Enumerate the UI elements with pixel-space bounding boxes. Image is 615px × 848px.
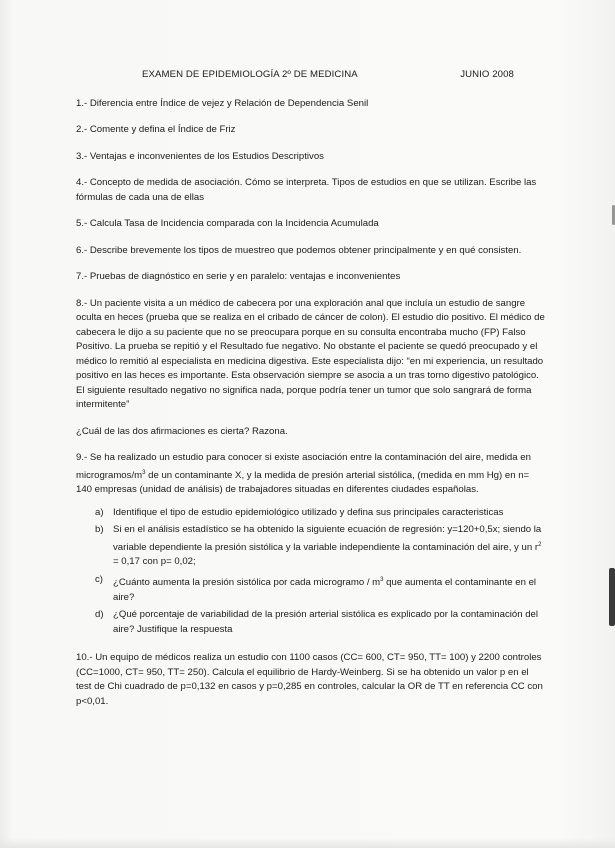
question-text: 3.- Ventajas e inconvenientes de los Estudios Descriptivos xyxy=(76,150,324,162)
question-1 xyxy=(76,97,546,112)
question-text: 7.- Pruebas de diagnóstico en serie y en paralelo: ventajas e inconvenientes xyxy=(76,271,401,282)
question-8-prompt xyxy=(76,425,546,440)
question-text: 8.- Un paciente visita a un médico de cabecera por una exploración anal que incluía un estudio de sangre oculta en heces (prueba que se realiza en el cribado de cáncer de colon). El estudio dio positivo. El médico de cabecera le dijo a su paciente que no se preocupara porque en su consulta encontraba mucho (FP) Falso Positivo. La prueba se repitió y el Resultado fue negativo. No obstante el paciente se quedó preocupado y el médico lo remitió al especialista en medicina digestiva. Este especialista dijo: “en mi experiencia, un resultado positivo en las heces es importante. Esta observación siempre se asocia a un tras torno digestivo patológico. El siguiente resultado negativo no significa nada, porque podría tener un tumor que solo sangrará de forma intermitente” xyxy=(76,297,545,410)
question-2 xyxy=(76,123,546,138)
subitem-d: d) ¿Qué porcentaje de variabilidad de la presión arterial sistólica es explicado por la contaminación del aire? Justifique la respuesta xyxy=(95,609,539,635)
question-text: 5.- Calcula Tasa de Incidencia comparada con la Incidencia Acumulada xyxy=(76,218,379,229)
scan-edge-mark xyxy=(609,568,615,626)
question-3 xyxy=(76,150,546,165)
exam-content xyxy=(76,68,546,721)
exam-date: JUNIO 2008 xyxy=(460,69,514,80)
question-5 xyxy=(76,217,546,232)
question-text: 6.- Describe brevemente los tipos de muestreo que podemos obtener principalmente y en qué consisten. xyxy=(76,244,522,256)
subitem-a: a) Identifique el tipo de estudio epidemiológico utilizado y defina sus principales caracteristicas xyxy=(95,506,504,518)
question-text: 4.- Concepto de medida de asociación. Cómo se interpreta. Tipos de estudios en que se utilizan. Escribe las fórmulas de cada una de ellas xyxy=(76,177,537,203)
question-9-subitems xyxy=(76,506,546,637)
scan-bottom-shadow xyxy=(0,838,615,848)
question-9 xyxy=(76,451,546,498)
subitem-c: c) ¿Cuánto aumenta la presión sistólica por cada microgramo / $m^3$ que aumenta el contaminante en el aire? xyxy=(95,573,537,603)
question-text: 10.- Un equipo de médicos realiza un estudio con 1100 casos (CC= 600, CT= 950, TT= 100) y 2200 controles (CC=1000, CT= 950, TT= 250). Calcula el equilibrio de Hardy-Weinberg. Si se ha obtenido un valor p en el test de Chi cuadrado de p=0,132 en casos y p=0,285 en controles, calcular la OR de TT en referencia CC con p<0,01. xyxy=(76,652,543,707)
question-4 xyxy=(76,176,546,205)
question-10 xyxy=(76,651,546,709)
question-text: 9.- Se ha realizado un estudio para conocer si existe asociación entre la contaminación del aire, medida en microgramos/$m^3$ de un contaminante X, y la medida de presión arterial sistólica, (medida en mm Hg) en n= 140 empresas (unidad de análisis) de trabajadores situadas en diferentes ciudades españolas. xyxy=(76,452,531,496)
subitem-b: b) Si en el análisis estadístico se ha obtenido la siguiente ecuación de regresión: y=120+0,5x; siendo la variable dependiente la presión sistólica y la variable independiente la contaminación del aire, y un $r^2 = 0,17$ con p= 0,02; xyxy=(95,524,542,568)
question-text: ¿Cuál de las dos afirmaciones es cierta? Razona. xyxy=(76,425,288,437)
question-7 xyxy=(76,270,546,285)
question-text: 1.- Diferencia entre Índice de vejez y Relación de Dependencia Senil xyxy=(76,97,369,109)
question-text: 2.- Comente y defina el Índice de Friz xyxy=(76,124,236,135)
exam-header xyxy=(76,68,546,83)
exam-title: EXAMEN DE EPIDEMIOLOGÍA 2º DE MEDICINA xyxy=(142,69,358,80)
question-8 xyxy=(76,297,546,413)
question-6 xyxy=(76,244,546,259)
